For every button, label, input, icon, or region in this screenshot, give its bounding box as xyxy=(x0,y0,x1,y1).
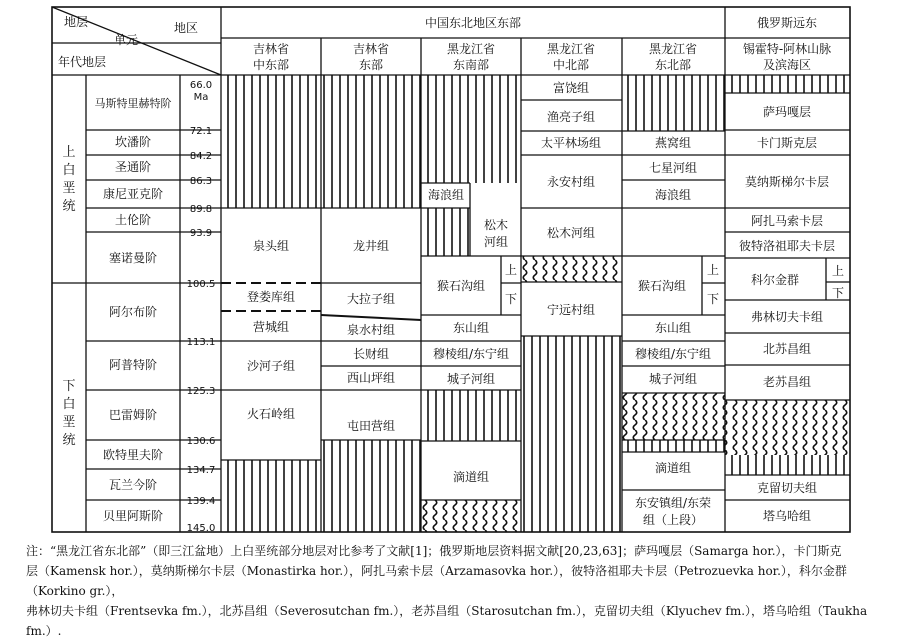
formation-label: 滴道组 xyxy=(452,470,490,484)
formation-label: 永安村组 xyxy=(546,175,596,189)
formation-label: 北苏昌组 xyxy=(762,342,812,356)
series-upper-char: 白 xyxy=(62,163,76,178)
col-russia-l2: 及滨海区 xyxy=(762,58,812,72)
formation-label: 松木 xyxy=(483,218,509,232)
age-label: 113.1 xyxy=(186,337,216,348)
formation-label: 河组 xyxy=(483,235,509,249)
footnote-line: 层（Kamensk hor.），莫纳斯梯尔卡层（Monastirka hor.），阿扎马索卡层（Arzamasovka hor.），彼特洛祖耶夫卡层（Petrozuevka hor.），科尔金群（Korkino gr.）， xyxy=(26,564,847,598)
formation-label: 东山组 xyxy=(452,321,490,335)
formation-label: 火石岭组 xyxy=(246,407,296,421)
age-label: 125.3 xyxy=(186,386,216,397)
formation-label: 营城组 xyxy=(252,320,290,334)
formation-label: 大拉子组 xyxy=(346,292,396,306)
formation-label: 弗林切夫卡组 xyxy=(750,310,824,324)
formation-label: 克留切夫组 xyxy=(756,481,818,495)
formation-label: 卡门斯克层 xyxy=(756,136,818,150)
footnote-line: 注：“黑龙江省东北部”（即三江盆地）上白垩统部分地层对比参考了文献[1]；俄罗斯地层资料据文献[20,23,63]；萨玛嘎层（Samarga hor.），卡门斯克 xyxy=(26,544,842,558)
stage-hauterivian: 欧特里夫阶 xyxy=(102,448,164,462)
formation-label: 城子河组 xyxy=(648,372,698,386)
age-label: 93.9 xyxy=(189,228,213,239)
diag-area-label: 地区 xyxy=(174,21,199,35)
age-label: 145.0 xyxy=(186,523,216,534)
formation-label: 登娄库组 xyxy=(246,290,296,304)
formation-label: 莫纳斯梯尔卡层 xyxy=(744,175,830,189)
col-hlj-cn-l2: 中北部 xyxy=(552,58,590,72)
formation-label: 七星河组 xyxy=(648,161,698,175)
col-jilin-east-l2: 东部 xyxy=(358,58,384,72)
stage-barremian: 巴雷姆阶 xyxy=(108,408,158,422)
age-label: 89.8 xyxy=(189,204,213,215)
stage-cenomanian: 塞诺曼阶 xyxy=(108,251,158,265)
age-unit: Ma xyxy=(193,92,209,103)
col-jilin-east-l1: 吉林省 xyxy=(352,42,390,56)
ne-china-header: 中国东北地区东部 xyxy=(424,16,522,30)
formation-label: 东安镇组/东荣 xyxy=(634,496,712,510)
series-upper-char: 上 xyxy=(62,145,76,160)
formation-label: 长财组 xyxy=(352,347,390,361)
diag-stratum-label: 地层 xyxy=(64,15,89,29)
formation-label: 屯田营组 xyxy=(346,419,396,433)
stage-berriasian: 贝里阿斯阶 xyxy=(102,509,164,523)
formation-label: 下 xyxy=(831,286,845,300)
series-lower-char: 垩 xyxy=(62,415,76,430)
age-label: 134.7 xyxy=(186,465,216,476)
formation-label: 下 xyxy=(706,292,720,306)
col-hlj-ne-l1: 黑龙江省 xyxy=(648,42,698,56)
formation-label: 上 xyxy=(504,263,518,277)
diag-unit-label: 单元 xyxy=(114,33,139,47)
formation-label: 海浪组 xyxy=(427,188,465,202)
formation-label: 猴石沟组 xyxy=(436,279,486,293)
formation-label: 沙河子组 xyxy=(246,359,296,373)
col-hlj-se-l1: 黑龙江省 xyxy=(446,42,496,56)
age-label: 66.0 xyxy=(189,80,213,91)
formation-label: 泉水村组 xyxy=(346,323,396,337)
formation-label: 宁远村组 xyxy=(546,303,596,317)
stage-maastrichtian: 马斯特里赫特阶 xyxy=(94,97,172,110)
series-upper-char: 垩 xyxy=(62,181,76,196)
col-hlj-cn-l1: 黑龙江省 xyxy=(546,42,596,56)
formation-label: 穆棱组/东宁组 xyxy=(634,347,712,361)
stage-campanian: 坎潘阶 xyxy=(114,135,152,149)
stage-valanginian: 瓦兰今阶 xyxy=(108,478,158,492)
col-jilin-central-l1: 吉林省 xyxy=(252,42,290,56)
formation-label: 西山坪组 xyxy=(346,371,396,385)
age-label: 130.6 xyxy=(186,436,216,447)
formation-label: 上 xyxy=(706,263,720,277)
age-label: 86.3 xyxy=(189,176,213,187)
formation-label: 燕窝组 xyxy=(654,136,692,150)
formation-label: 老苏昌组 xyxy=(762,375,812,389)
hatched-gaps xyxy=(221,75,850,532)
stage-santonian: 圣通阶 xyxy=(114,160,152,174)
footnote-line: 弗林切夫卡组（Frentsevka fm.），北苏昌组（Severosutchan fm.），老苏昌组（Starosutchan fm.），克留切夫组（Klyuchev fm.），塔乌哈组（Taukha fm.）. xyxy=(26,604,868,638)
formation-label: 龙井组 xyxy=(352,239,390,253)
far-east-header: 俄罗斯远东 xyxy=(756,16,818,30)
formation-label: 城子河组 xyxy=(446,372,496,386)
series-lower-char: 统 xyxy=(62,433,76,448)
stage-albian: 阿尔布阶 xyxy=(108,305,158,319)
formation-label: 萨玛嘎层 xyxy=(762,105,812,119)
formation-label: 富饶组 xyxy=(552,81,590,95)
formation-label: 穆棱组/东宁组 xyxy=(432,347,510,361)
formation-label: 塔乌哈组 xyxy=(762,509,812,523)
age-label: 100.5 xyxy=(186,279,216,290)
series-upper-char: 统 xyxy=(62,199,76,214)
formation-label: 滴道组 xyxy=(654,461,692,475)
formation-label: 海浪组 xyxy=(654,188,692,202)
diag-age-label: 年代地层 xyxy=(58,55,107,69)
formation-label: 科尔金群 xyxy=(750,273,800,287)
series-lower-char: 白 xyxy=(62,397,76,412)
stage-aptian: 阿普特阶 xyxy=(108,358,158,372)
formation-label: 上 xyxy=(831,264,845,278)
formation-label: 渔亮子组 xyxy=(546,110,596,124)
stage-coniacian: 康尼亚克阶 xyxy=(102,187,164,201)
stage-turonian: 土伦阶 xyxy=(114,213,152,227)
col-russia-l1: 锡霍特-阿林山脉 xyxy=(742,42,832,56)
formation-label: 下 xyxy=(504,292,518,306)
series-lower-char: 下 xyxy=(62,379,76,394)
formation-label: 彼特洛祖耶夫卡层 xyxy=(738,239,836,253)
col-hlj-ne-l2: 东北部 xyxy=(654,58,692,72)
formation-label: 东山组 xyxy=(654,321,692,335)
table-footnote xyxy=(26,541,888,641)
formation-label: 太平林场组 xyxy=(540,136,602,150)
formation-label: 松木河组 xyxy=(546,226,596,240)
formation-label: 阿扎马索卡层 xyxy=(750,214,824,228)
age-label: 139.4 xyxy=(186,496,216,507)
formation-label: 猴石沟组 xyxy=(637,279,687,293)
age-label: 72.1 xyxy=(189,126,213,137)
col-jilin-central-l2: 中东部 xyxy=(252,58,290,72)
col-hlj-se-l2: 东南部 xyxy=(452,58,490,72)
formation-label: 组（上段） xyxy=(642,513,704,527)
age-label: 84.2 xyxy=(189,151,213,162)
formation-label: 泉头组 xyxy=(252,239,290,253)
